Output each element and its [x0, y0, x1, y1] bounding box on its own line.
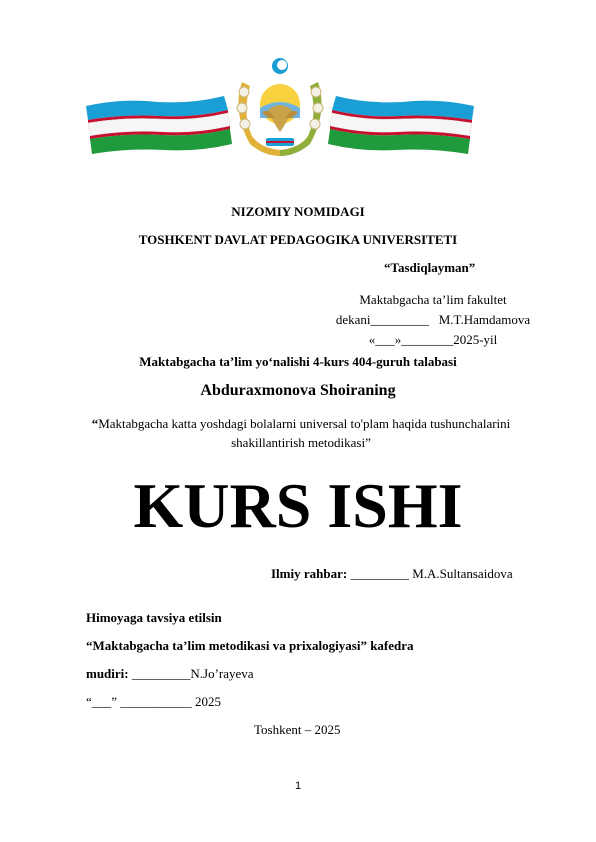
- university-line-1: NIZOMIY NOMIDAGI: [231, 204, 365, 219]
- state-emblem: [237, 58, 323, 156]
- university-name: TOSHKENT DAVLAT PEDAGOGIKA UNIVERSITETI: [138, 232, 458, 247]
- supervisor-line: [271, 566, 513, 582]
- defense-date: “___” ___________ 2025: [86, 694, 222, 709]
- uzbekistan-emblem-icon: [82, 52, 478, 164]
- supervisor-value: _________ M.A.Sultansaidova: [347, 566, 513, 581]
- flag-ribbon-right: [328, 96, 474, 154]
- approval-title: “Tasdiqlayman”: [384, 260, 476, 275]
- flag-ribbon-left: [86, 96, 232, 154]
- student-name: Abduraxmonova Shoiraning: [200, 382, 396, 399]
- defense-head-value: _________N.Jo’rayeva: [128, 666, 254, 681]
- approval-block: [326, 290, 540, 350]
- defense-department: “Maktabgacha ta’lim metodikasi va prixalogiyasi” kafedra: [86, 638, 414, 653]
- emblem-banner: [82, 52, 478, 164]
- topic-open-quote: “: [91, 416, 99, 431]
- approval-date: «___»________2025-yil: [368, 332, 498, 347]
- defense-head-line: [86, 666, 254, 682]
- doc-type-title: KURS ISHI: [133, 470, 463, 541]
- page-number: 1: [294, 780, 302, 792]
- approval-dean: dekani_________ M.T.Hamdamova: [335, 312, 531, 327]
- topic-text: Maktabgacha katta yoshdagi bolalarni universal to'plam haqida tushunchalarini shakillantirish metodikasi”: [98, 416, 511, 450]
- defense-recommend: Himoyaga tavsiya etilsin: [86, 610, 222, 625]
- city-year: Toshkent – 2025: [254, 722, 341, 737]
- topic-block: [86, 414, 516, 452]
- approval-faculty: Maktabgacha ta’lim fakultet: [359, 292, 507, 307]
- supervisor-label: Ilmiy rahbar:: [271, 566, 348, 581]
- defense-head-label: mudiri:: [86, 666, 129, 681]
- student-line: Maktabgacha ta’lim yo‘nalishi 4-kurs 404-guruh talabasi: [139, 354, 457, 369]
